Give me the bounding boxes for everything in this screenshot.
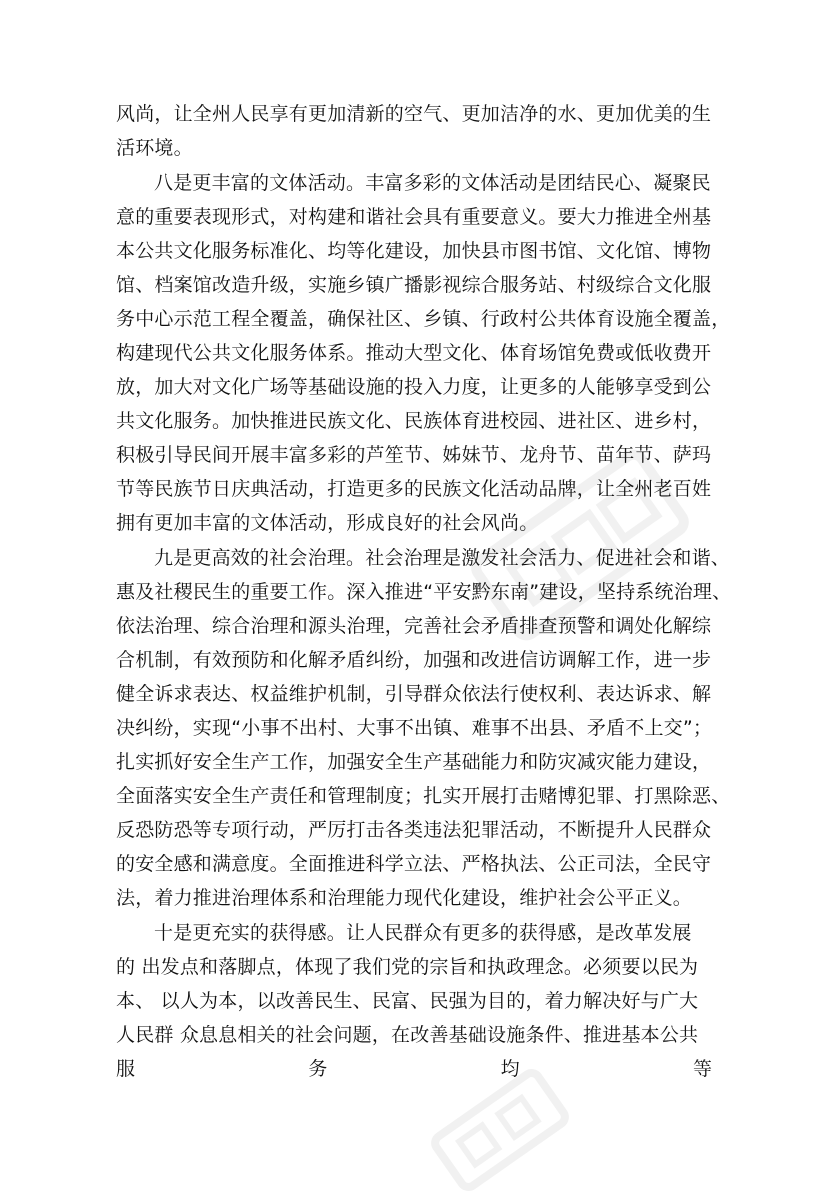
text-line: 馆、档案馆改造升级，实施乡镇广播影视综合服务站、村级综合文化服 xyxy=(116,274,712,296)
text-line: 合机制，有效预防和化解矛盾纠纷，加强和改进信访调解工作，进一步 xyxy=(116,649,712,671)
text-line: 人民群 众息息相关的社会问题，在改善基础设施条件、推进基本公共 xyxy=(116,1024,699,1046)
text-line: 决纠纷，实现“小事不出村、大事不出镇、难事不出县、矛盾不上交”； xyxy=(116,717,713,739)
paragraph-start-line: 九是更高效的社会治理。社会治理是激发社会活力、促进社会和谐、 xyxy=(154,547,731,569)
paragraph-start-line: 八是更丰富的文体活动。丰富多彩的文体活动是团结民心、凝聚民 xyxy=(154,172,711,194)
justified-word: 务 xyxy=(308,1058,328,1080)
text-line: 构建现代公共文化服务体系。推动大型文化、体育场馆免费或低收费开 xyxy=(116,342,712,364)
text-line: 共文化服务。加快推进民族文化、民族体育进校园、进社区、进乡村， xyxy=(116,410,712,432)
text-line: 的 出发点和落脚点，体现了我们党的宗旨和执政理念。必须要以民为 xyxy=(116,956,699,978)
text-line: 积极引导民间开展丰富多彩的芦笙节、姊妹节、龙舟节、苗年节、萨玛 xyxy=(116,444,712,466)
paragraph-start-line: 十是更充实的获得感。让人民群众有更多的获得感，是改革发展 xyxy=(154,922,692,944)
text-line: 扎实抓好安全生产工作，加强安全生产基础能力和防灾减灾能力建设， xyxy=(116,751,712,773)
text-line: 法，着力推进治理体系和治理能力现代化建设，维护社会公平正义。 xyxy=(116,887,693,909)
text-line: 风尚，让全州人民享有更加清新的空气、更加洁净的水、更加优美的生 xyxy=(116,103,712,125)
text-line: 放，加大对文化广场等基础设施的投入力度，让更多的人能够享受到公 xyxy=(116,376,712,398)
text-line: 全面落实安全生产责任和管理制度；扎实开展打击赌博犯罪、打黑除恶、 xyxy=(116,785,731,807)
text-line: 惠及社稷民生的重要工作。深入推进“平安黔东南”建设，坚持系统治理、 xyxy=(116,581,732,603)
text-line: 本公共文化服务标准化、均等化建设，加快县市图书馆、文化馆、博物 xyxy=(116,240,712,262)
justified-word: 服 xyxy=(116,1058,136,1080)
text-line: 活环境。 xyxy=(116,137,193,159)
text-line: 节等民族节日庆典活动，打造更多的民族文化活动品牌，让全州老百姓 xyxy=(116,478,712,500)
text-line: 意的重要表现形式，对构建和谐社会具有重要意义。要大力推进全州基 xyxy=(116,206,712,228)
text-line: 务中心示范工程全覆盖，确保社区、乡镇、行政村公共体育设施全覆盖， xyxy=(116,308,731,330)
text-line: 依法治理、综合治理和源头治理，完善社会矛盾排查预警和调处化解综 xyxy=(116,615,712,637)
justified-word: 等 xyxy=(692,1058,712,1080)
text-line: 本、 以人为本，以改善民生、民富、民强为目的，着力解决好与广大 xyxy=(116,990,699,1012)
text-line: 健全诉求表达、权益维护机制，引导群众依法行使权利、表达诉求、解 xyxy=(116,683,712,705)
text-line: 反恐防恐等专项行动，严厉打击各类违法犯罪活动，不断提升人民群众 xyxy=(116,819,712,841)
text-line: 拥有更加丰富的文体活动，形成良好的社会风尚。 xyxy=(116,512,539,534)
text-line: 的安全感和满意度。全面推进科学立法、严格执法、公正司法，全民守 xyxy=(116,853,712,875)
justified-last-line xyxy=(116,1056,712,1082)
justified-word: 均 xyxy=(500,1058,520,1080)
